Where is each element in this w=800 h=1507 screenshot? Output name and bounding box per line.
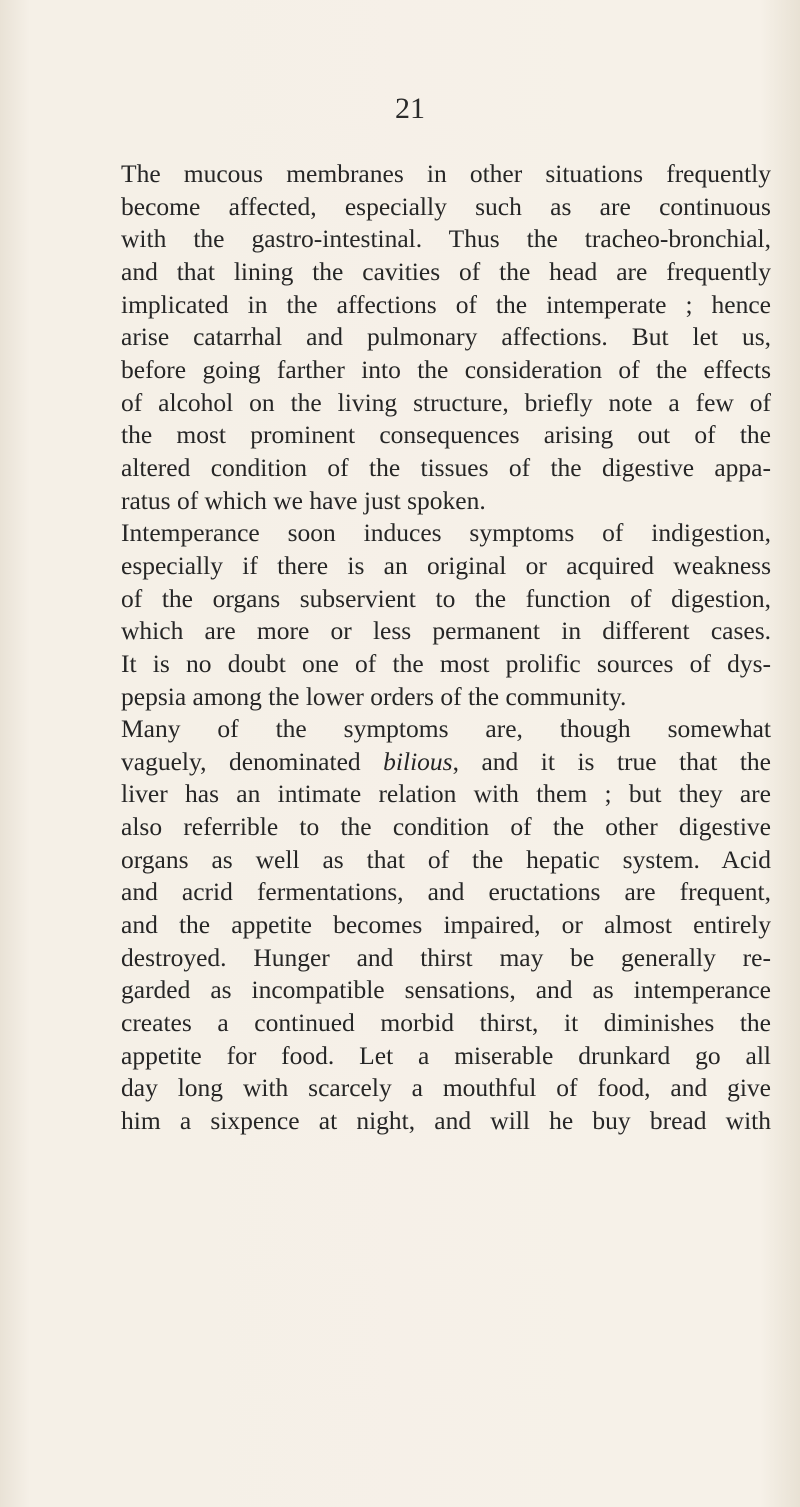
text-line: the most prominent consequences arising out of the [121,420,771,450]
text-line: implicated in the affections of the intemperate ; hence [121,289,771,319]
text-line: of alcohol on the living structure, briefly note a few of [121,387,771,417]
text-line: Intemperance soon induces symptoms of indigestion, [121,518,771,548]
text-line: him a sixpence at night, and will he buy bread with [121,1106,771,1136]
text-line: and that lining the cavities of the head are frequently [121,256,771,286]
text-line: especially if there is an original or acquired weakness [121,550,771,580]
text-line: ratus of which we have just spoken. [121,485,486,515]
text-line: also referrible to the condition of the other digestive [121,812,771,842]
page-number: 21 [395,92,425,125]
text-line: liver has an intimate relation with them ; but they are [121,779,771,809]
text-line: and acrid fermentations, and eructations are frequent, [121,877,771,907]
text-line: day long with scarcely a mouthful of food, and give [121,1073,771,1103]
text-line: altered condition of the tissues of the digestive appa- [121,452,771,482]
text-line: which are more or less permanent in different cases. [121,616,771,646]
text-line: The mucous membranes in other situations frequently [121,159,771,188]
text-line: organs as well as that of the hepatic system. Acid [121,844,771,874]
body-text [121,158,771,1138]
text-line: destroyed. Hunger and thirst may be generally re- [121,942,771,972]
text-fragment: , and it is true that the [452,746,771,776]
text-line: pepsia among the lower orders of the community. [121,681,627,711]
text-line: creates a continued morbid thirst, it diminishes the [121,1008,771,1038]
text-line-with-italic [121,746,771,779]
text-line: with the gastro-intestinal. Thus the tracheo-bronchial, [121,224,771,254]
text-line: arise catarrhal and pulmonary affections. But let us, [121,322,771,352]
text-line: of the organs subservient to the function of digestion, [121,583,771,613]
text-line: before going farther into the consideration of the effects [121,354,771,384]
text-line: and the appetite becomes impaired, or almost entirely [121,910,771,940]
text-line: garded as incompatible sensations, and as intemperance [121,975,771,1005]
text-line: Many of the symptoms are, though somewhat [121,714,771,744]
text-fragment: vaguely, denominated [121,746,384,776]
text-line: become affected, especially such as are continuous [121,191,771,221]
text-line: appetite for food. Let a miserable drunkard go all [121,1040,771,1070]
italic-term: bilious [383,746,453,776]
text-line: It is no doubt one of the most prolific sources of dys- [121,648,771,678]
